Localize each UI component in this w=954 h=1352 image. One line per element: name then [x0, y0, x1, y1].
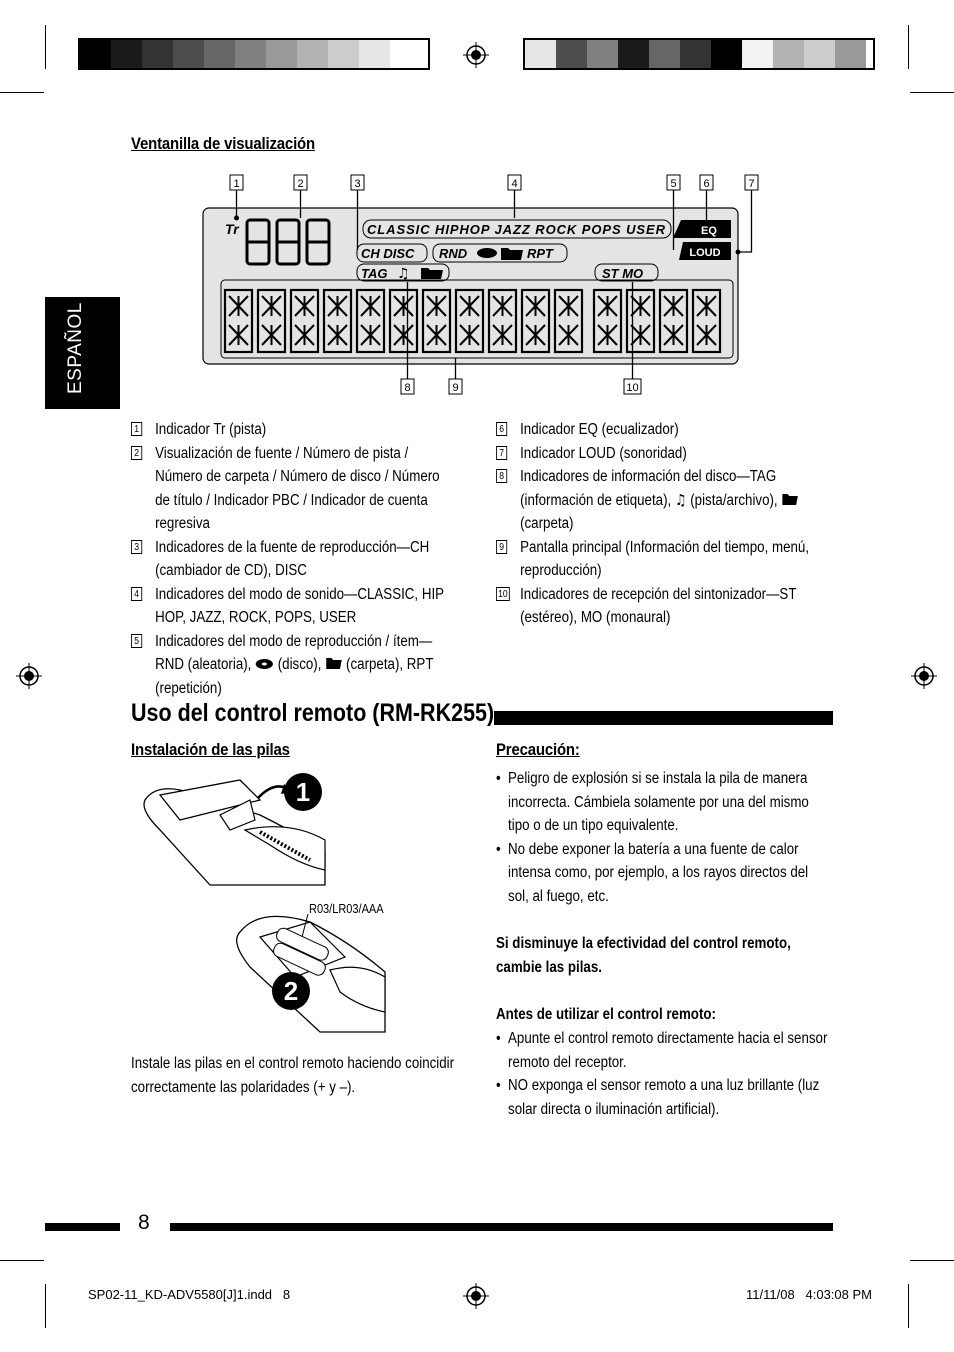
svg-text:2: 2: [283, 976, 299, 1006]
crop-mark: [908, 1284, 909, 1328]
step-2-icon: [271, 971, 311, 1011]
crop-mark: [910, 92, 954, 93]
swatch: [835, 40, 866, 68]
caution-title: Precaución:: [496, 740, 580, 759]
music-note-icon: ♫: [397, 266, 410, 282]
footer-rule-left: [45, 1223, 120, 1231]
callout-5: [667, 175, 680, 190]
print-date-info: 11/11/08 4:03:08 PM: [746, 1287, 872, 1302]
list-item: 10 Indicadores de recepción del sintonizador—ST (estéreo), MO (monaural): [496, 583, 827, 630]
sound-mode-indicators: CLASSIC HIPHOP JAZZ ROCK POPS USER: [367, 222, 665, 237]
list-item: 9 Pantalla principal (Información del tiempo, menú, reproducción): [496, 536, 827, 583]
music-note-icon: ♫: [674, 490, 687, 509]
rnd-indicator: RND: [439, 246, 468, 261]
battery-type-label: R03/LR03/AAA: [309, 902, 384, 916]
crop-mark: [910, 1260, 954, 1261]
swatch: [525, 40, 556, 68]
swatch: [742, 40, 773, 68]
crop-mark: [908, 25, 909, 69]
swatch: [235, 40, 266, 68]
folder-icon: [781, 493, 798, 506]
remote-section-heading: Uso del control remoto (RM-RK255): [131, 699, 495, 727]
list-item: • Peligro de explosión si se instala la pila de manera incorrecta. Cámbiela solamente por una del mismo tipo o de un tipo equivalente.: [496, 767, 831, 838]
display-section-title: Ventanilla de visualización: [131, 134, 315, 153]
callout-3: [351, 175, 364, 190]
swatch: [680, 40, 711, 68]
list-item: • Apunte el control remoto directamente hacia el sensor remoto del receptor.: [496, 1027, 831, 1074]
list-item: • NO exponga el sensor remoto a una luz brillante (luz solar directa o iluminación artificial).: [496, 1074, 831, 1121]
swatch: [111, 40, 142, 68]
folder-icon: [325, 657, 342, 670]
list-item: 3 Indicadores de la fuente de reproducción—CH (cambiador de CD), DISC: [131, 536, 454, 583]
svg-text:4: 4: [511, 178, 518, 190]
registration-mark-icon: [463, 1283, 489, 1309]
callout-2: [294, 175, 307, 190]
svg-text:6: 6: [703, 178, 710, 190]
before-use-list: [496, 1027, 831, 1121]
caution-list: [496, 767, 831, 908]
crop-mark: [0, 92, 44, 93]
color-swatches-right: [523, 38, 875, 70]
callout-6: [700, 175, 713, 190]
crop-mark: [45, 25, 46, 69]
swatch: [204, 40, 235, 68]
swatch: [618, 40, 649, 68]
svg-text:1: 1: [233, 178, 240, 190]
swatch: [390, 40, 421, 68]
language-side-tab: [45, 297, 120, 409]
list-item: • No debe exponer la batería a una fuente de calor intensa como, por ejemplo, a los rayos directos del sol, al fuego, etc.: [496, 838, 831, 909]
swatch: [649, 40, 680, 68]
install-instructions: Instale las pilas en el control remoto haciendo coincidir correctamente las polaridades (+ y –).: [131, 1055, 455, 1096]
footer-rule-right: [170, 1223, 833, 1231]
effectiveness-note: Si disminuye la efectividad del control remoto, cambie las pilas.: [496, 935, 791, 976]
before-use-title: Antes de utilizar el control remoto:: [496, 1006, 716, 1023]
callout-1: [230, 175, 243, 190]
st-mo-indicator: ST MO: [602, 266, 644, 281]
disc-icon: [255, 658, 274, 670]
svg-text:2: 2: [297, 178, 304, 190]
language-label: ESPAÑOL: [65, 302, 86, 394]
svg-text:9: 9: [452, 382, 459, 394]
callout-7: [745, 175, 758, 190]
swatch: [328, 40, 359, 68]
list-item: 6 Indicador EQ (ecualizador): [496, 418, 827, 442]
list-item: 8 Indicadores de información del disco—TAG (información de etiqueta), ♫ (pista/archivo), (carpeta): [496, 465, 827, 536]
swatch: [711, 40, 742, 68]
step-1-icon: [283, 772, 323, 812]
list-item: 5 Indicadores del modo de reproducción / ítem—RND (aleatoria), (disco), (carpeta), RPT (repetición): [131, 630, 454, 701]
svg-text:3: 3: [354, 178, 361, 190]
swatch: [80, 40, 111, 68]
callout-10: [624, 379, 641, 394]
indicator-list-left: [131, 418, 454, 700]
lcd-display-diagram: [195, 168, 770, 403]
registration-mark-icon: [463, 42, 489, 68]
page-number: 8: [138, 1211, 150, 1234]
svg-text:8: 8: [404, 382, 411, 394]
swatch: [297, 40, 328, 68]
list-item: 4 Indicadores del modo de sonido—CLASSIC, HIP HOP, JAZZ, ROCK, POPS, USER: [131, 583, 454, 630]
list-item: 7 Indicador LOUD (sonoridad): [496, 442, 827, 466]
disc-icon: [477, 248, 497, 258]
swatch: [266, 40, 297, 68]
crop-mark: [45, 1284, 46, 1328]
swatch: [587, 40, 618, 68]
tr-indicator: Tr: [225, 221, 239, 237]
tag-indicator: TAG: [361, 266, 388, 281]
swatch: [359, 40, 390, 68]
indicator-list-right: [496, 418, 827, 630]
swatch: [173, 40, 204, 68]
swatch: [773, 40, 804, 68]
eq-indicator: EQ: [701, 225, 717, 237]
ch-disc-indicator: CH DISC: [361, 246, 415, 261]
callout-9: [449, 379, 462, 394]
callout-8: [401, 379, 414, 394]
heading-rule: [494, 711, 833, 725]
svg-text:5: 5: [670, 178, 677, 190]
rpt-indicator: RPT: [527, 246, 553, 261]
swatch: [142, 40, 173, 68]
callout-4: [508, 175, 521, 190]
swatch: [804, 40, 835, 68]
loud-indicator: LOUD: [689, 247, 721, 259]
print-file-info: SP02-11_KD-ADV5580[J]1.indd 8: [88, 1287, 291, 1302]
swatch: [556, 40, 587, 68]
registration-mark-icon: [911, 663, 937, 689]
list-item: 2 Visualización de fuente / Número de pista / Número de carpeta / Número de disco / Número de título / Indicador PBC / Indicador de cuenta regresiva: [131, 442, 454, 536]
crop-mark: [0, 1260, 44, 1261]
registration-mark-icon: [16, 663, 42, 689]
svg-text:7: 7: [748, 178, 755, 190]
list-item: 1 Indicador Tr (pista): [131, 418, 454, 442]
svg-text:10: 10: [626, 382, 639, 394]
color-swatches-left: [78, 38, 430, 70]
svg-text:1: 1: [295, 777, 311, 807]
install-title: Instalación de las pilas: [131, 740, 290, 759]
